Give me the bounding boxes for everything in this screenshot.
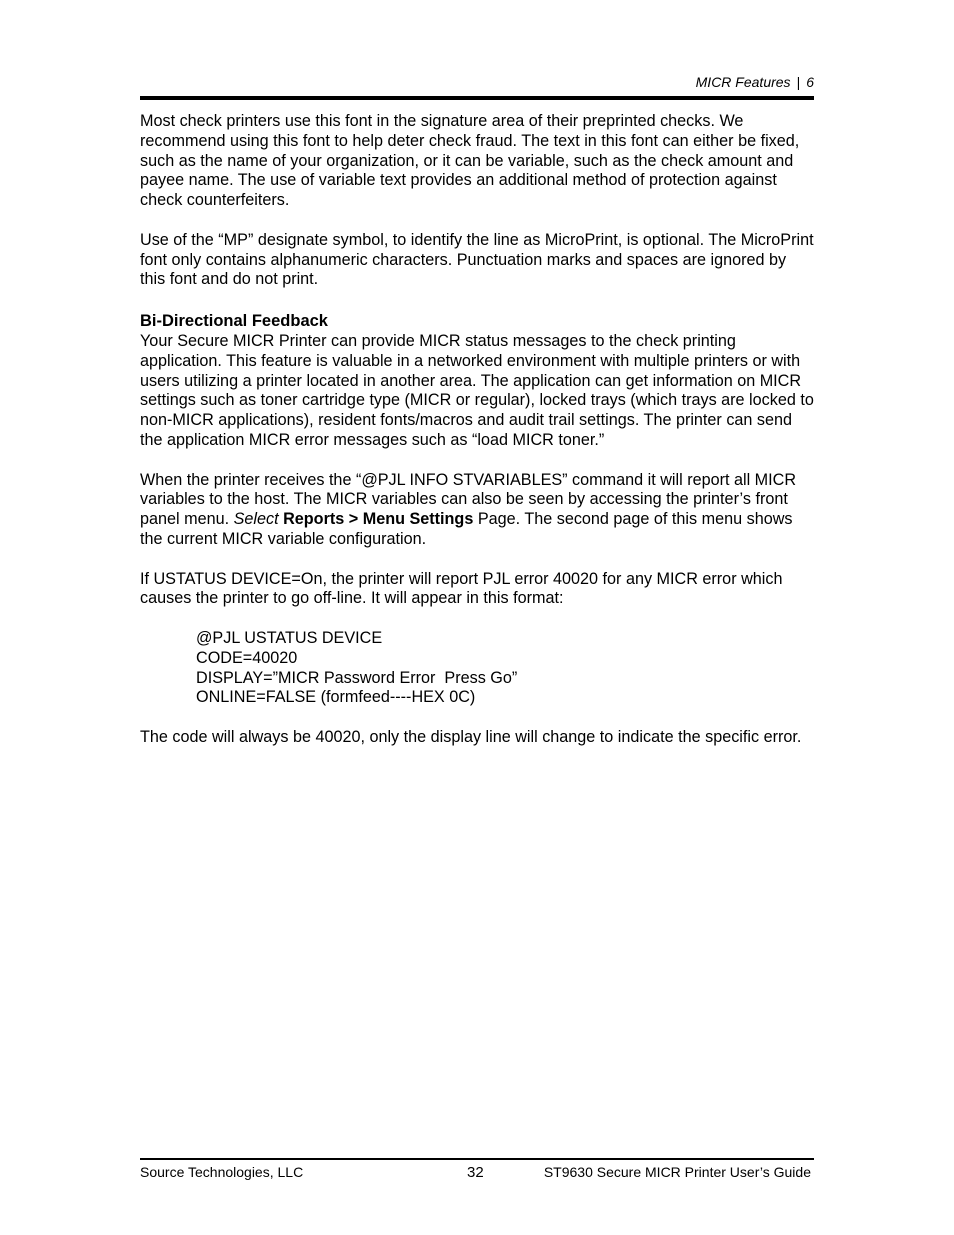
running-footer — [140, 1163, 814, 1183]
header-separator: | — [796, 74, 801, 90]
footer-guide-title: ST9630 Secure MICR Printer User’s Guide — [543, 1164, 811, 1180]
document-body — [140, 112, 814, 768]
paragraph-mp-symbol: Use of the “MP” designate symbol, to identify the line as MicroPrint, is optional. The MicroPrint font only contains alphanumeric characters. Punctuation marks and spaces are ignored by this font and do not print. — [140, 230, 814, 289]
paragraph-microprint-usage: Most check printers use this font in the signature area of their preprinted checks. We recommend using this font to help deter check fraud. The text in this font can either be fixed, such as the name of your organization, or it can be variable, such as the check amount and payee name. The use of variable text provides an additional method of protection against check counterfeiters. — [140, 112, 800, 210]
footer-rule — [140, 1158, 814, 1160]
header-section-title: MICR Features — [695, 74, 791, 90]
paragraph-pjl-info-text-before: When the printer receives the “@PJL INFO STVARIABLES” command it will report all MICR variables to the host. The MICR variables can also be seen by accessing the printer’s front panel menu. — [140, 470, 797, 529]
section-heading: Bi-Directional Feedback — [140, 311, 328, 330]
header-rule — [140, 96, 814, 100]
pjl-code-block — [196, 629, 814, 708]
code-line: @PJL USTATUS DEVICE — [196, 628, 383, 647]
select-italic-text: Select — [233, 510, 279, 529]
code-line: CODE=40020 — [196, 648, 298, 667]
document-page — [140, 0, 814, 1235]
paragraph-bidirectional-feedback: Your Secure MICR Printer can provide MICR status messages to the check printing application. This feature is valuable in a networked environment with multiple printers or with users utilizing a printer located in another area. The application can get information on MICR settings such as toner cartridge type (MICR or regular), locked trays (which trays are locked to non-MICR applications), resident fonts/macros and audit trail settings. The printer can send the application MICR error messages such as “load MICR toner.” — [140, 331, 814, 449]
paragraph-ustatus: If USTATUS DEVICE=On, the printer will report PJL error 40020 for any MICR error which causes the printer to go off-line. It will appear in this format: — [140, 569, 783, 608]
code-line: ONLINE=FALSE (formfeed----HEX 0C) — [196, 688, 476, 707]
footer-company: Source Technologies, LLC — [140, 1164, 304, 1180]
paragraph-pjl-info — [140, 471, 814, 550]
code-line: DISPLAY=”MICR Password Error Press Go” — [196, 668, 518, 687]
header-chapter-number: 6 — [806, 74, 814, 90]
paragraph-code-note: The code will always be 40020, only the display line will change to indicate the specific error. — [140, 727, 802, 746]
running-header — [696, 73, 814, 91]
footer-page-number: 32 — [467, 1164, 484, 1181]
paragraph-pjl-info-text-after: Page. The second page of this menu shows the current MICR variable configuration. — [140, 510, 793, 548]
menu-path-bold-text: Reports > Menu Settings — [283, 510, 474, 529]
